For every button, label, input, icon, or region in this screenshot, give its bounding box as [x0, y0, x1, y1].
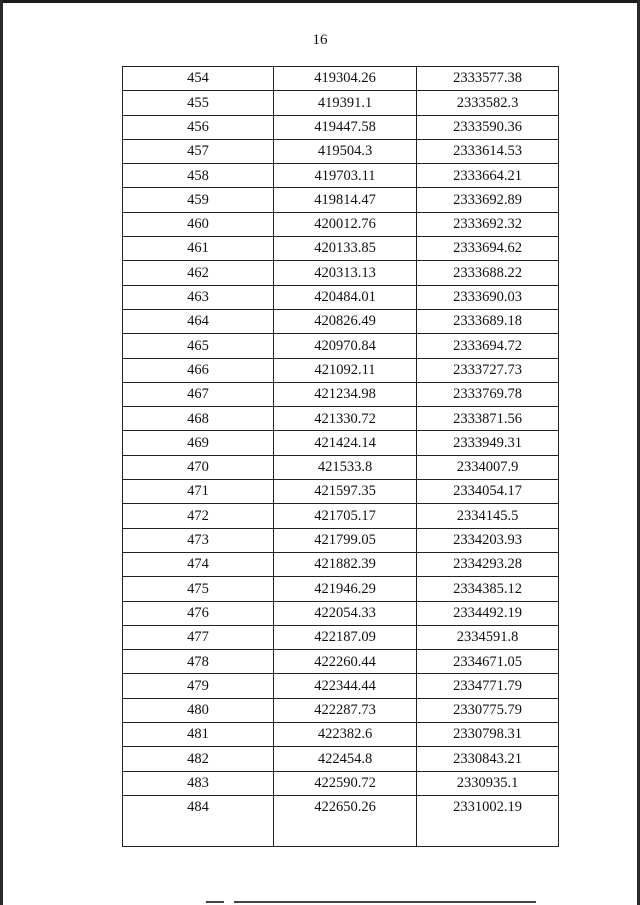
x-coordinate-cell: 419304.26 [274, 67, 417, 91]
table-row [123, 455, 559, 479]
x-coordinate-cell: 420012.76 [274, 212, 417, 236]
x-coordinate-cell: 419814.47 [274, 188, 417, 212]
table-row [123, 285, 559, 309]
y-coordinate-cell: 2333688.22 [417, 261, 559, 285]
x-coordinate-cell: 422260.44 [274, 650, 417, 674]
point-number-cell: 483 [123, 771, 274, 795]
point-number-cell: 484 [123, 795, 274, 846]
table-row [123, 698, 559, 722]
point-number-cell: 466 [123, 358, 274, 382]
point-number-cell: 472 [123, 504, 274, 528]
y-coordinate-cell: 2334671.05 [417, 650, 559, 674]
x-coordinate-cell: 419504.3 [274, 139, 417, 163]
x-coordinate-cell: 421799.05 [274, 528, 417, 552]
y-coordinate-cell: 2333689.18 [417, 309, 559, 333]
y-coordinate-cell: 2333577.38 [417, 67, 559, 91]
y-coordinate-cell: 2334054.17 [417, 480, 559, 504]
y-coordinate-cell: 2333692.32 [417, 212, 559, 236]
x-coordinate-cell: 421597.35 [274, 480, 417, 504]
point-number-cell: 474 [123, 552, 274, 576]
point-number-cell: 476 [123, 601, 274, 625]
x-coordinate-cell: 422287.73 [274, 698, 417, 722]
y-coordinate-cell: 2333727.73 [417, 358, 559, 382]
table-row [123, 625, 559, 649]
point-number-cell: 478 [123, 650, 274, 674]
point-number-cell: 467 [123, 382, 274, 406]
table-row [123, 261, 559, 285]
table-row [123, 528, 559, 552]
point-number-cell: 469 [123, 431, 274, 455]
x-coordinate-cell: 421946.29 [274, 577, 417, 601]
x-coordinate-cell: 422650.26 [274, 795, 417, 846]
table-row [123, 723, 559, 747]
table-row [123, 67, 559, 91]
y-coordinate-cell: 2333694.62 [417, 237, 559, 261]
point-number-cell: 475 [123, 577, 274, 601]
point-number-cell: 458 [123, 164, 274, 188]
table-row [123, 601, 559, 625]
x-coordinate-cell: 421330.72 [274, 407, 417, 431]
y-coordinate-cell: 2333690.03 [417, 285, 559, 309]
x-coordinate-cell: 422054.33 [274, 601, 417, 625]
table-row [123, 212, 559, 236]
x-coordinate-cell: 419703.11 [274, 164, 417, 188]
y-coordinate-cell: 2334203.93 [417, 528, 559, 552]
x-coordinate-cell: 421882.39 [274, 552, 417, 576]
table-row [123, 674, 559, 698]
point-number-cell: 463 [123, 285, 274, 309]
point-number-cell: 481 [123, 723, 274, 747]
coordinates-table-body [123, 67, 559, 847]
y-coordinate-cell: 2333582.3 [417, 91, 559, 115]
y-coordinate-cell: 2333614.53 [417, 139, 559, 163]
point-number-cell: 455 [123, 91, 274, 115]
x-coordinate-cell: 419447.58 [274, 115, 417, 139]
x-coordinate-cell: 420826.49 [274, 309, 417, 333]
table-row [123, 407, 559, 431]
point-number-cell: 465 [123, 334, 274, 358]
y-coordinate-cell: 2334007.9 [417, 455, 559, 479]
point-number-cell: 480 [123, 698, 274, 722]
y-coordinate-cell: 2333949.31 [417, 431, 559, 455]
y-coordinate-cell: 2333692.89 [417, 188, 559, 212]
x-coordinate-cell: 421234.98 [274, 382, 417, 406]
table-row [123, 188, 559, 212]
table-row [123, 747, 559, 771]
x-coordinate-cell: 420133.85 [274, 237, 417, 261]
scan-border-top [0, 0, 640, 3]
y-coordinate-cell: 2330843.21 [417, 747, 559, 771]
point-number-cell: 471 [123, 480, 274, 504]
point-number-cell: 462 [123, 261, 274, 285]
point-number-cell: 461 [123, 237, 274, 261]
table-row [123, 237, 559, 261]
y-coordinate-cell: 2333769.78 [417, 382, 559, 406]
x-coordinate-cell: 421533.8 [274, 455, 417, 479]
x-coordinate-cell: 421092.11 [274, 358, 417, 382]
x-coordinate-cell: 421424.14 [274, 431, 417, 455]
y-coordinate-cell: 2330935.1 [417, 771, 559, 795]
y-coordinate-cell: 2334492.19 [417, 601, 559, 625]
point-number-cell: 464 [123, 309, 274, 333]
table-row [123, 382, 559, 406]
y-coordinate-cell: 2331002.19 [417, 795, 559, 846]
point-number-cell: 482 [123, 747, 274, 771]
x-coordinate-cell: 422454.8 [274, 747, 417, 771]
page-number: 16 [312, 32, 328, 48]
y-coordinate-cell: 2333694.72 [417, 334, 559, 358]
x-coordinate-cell: 422382.6 [274, 723, 417, 747]
point-number-cell: 479 [123, 674, 274, 698]
point-number-cell: 470 [123, 455, 274, 479]
x-coordinate-cell: 420313.13 [274, 261, 417, 285]
point-number-cell: 459 [123, 188, 274, 212]
table-row [123, 771, 559, 795]
x-coordinate-cell: 421705.17 [274, 504, 417, 528]
y-coordinate-cell: 2334145.5 [417, 504, 559, 528]
scan-bottom-line [206, 901, 536, 903]
y-coordinate-cell: 2330798.31 [417, 723, 559, 747]
table-row [123, 334, 559, 358]
table-row [123, 480, 559, 504]
table-row [123, 358, 559, 382]
x-coordinate-cell: 419391.1 [274, 91, 417, 115]
point-number-cell: 468 [123, 407, 274, 431]
point-number-cell: 460 [123, 212, 274, 236]
y-coordinate-cell: 2333664.21 [417, 164, 559, 188]
y-coordinate-cell: 2333871.56 [417, 407, 559, 431]
y-coordinate-cell: 2334771.79 [417, 674, 559, 698]
point-number-cell: 457 [123, 139, 274, 163]
point-number-cell: 477 [123, 625, 274, 649]
scan-border-left [0, 0, 3, 905]
point-number-cell: 454 [123, 67, 274, 91]
point-number-cell: 456 [123, 115, 274, 139]
table-row [123, 650, 559, 674]
table-row [123, 577, 559, 601]
x-coordinate-cell: 422344.44 [274, 674, 417, 698]
x-coordinate-cell: 422590.72 [274, 771, 417, 795]
table-row [123, 91, 559, 115]
y-coordinate-cell: 2333590.36 [417, 115, 559, 139]
x-coordinate-cell: 420484.01 [274, 285, 417, 309]
table-row [123, 164, 559, 188]
x-coordinate-cell: 422187.09 [274, 625, 417, 649]
table-row [123, 552, 559, 576]
y-coordinate-cell: 2330775.79 [417, 698, 559, 722]
y-coordinate-cell: 2334293.28 [417, 552, 559, 576]
table-row [123, 431, 559, 455]
y-coordinate-cell: 2334591.8 [417, 625, 559, 649]
table-row [123, 795, 559, 846]
coordinates-table [122, 66, 559, 847]
table-row [123, 309, 559, 333]
table-row [123, 504, 559, 528]
point-number-cell: 473 [123, 528, 274, 552]
y-coordinate-cell: 2334385.12 [417, 577, 559, 601]
scan-bottom-gap [224, 901, 234, 903]
table-row [123, 115, 559, 139]
table-row [123, 139, 559, 163]
x-coordinate-cell: 420970.84 [274, 334, 417, 358]
